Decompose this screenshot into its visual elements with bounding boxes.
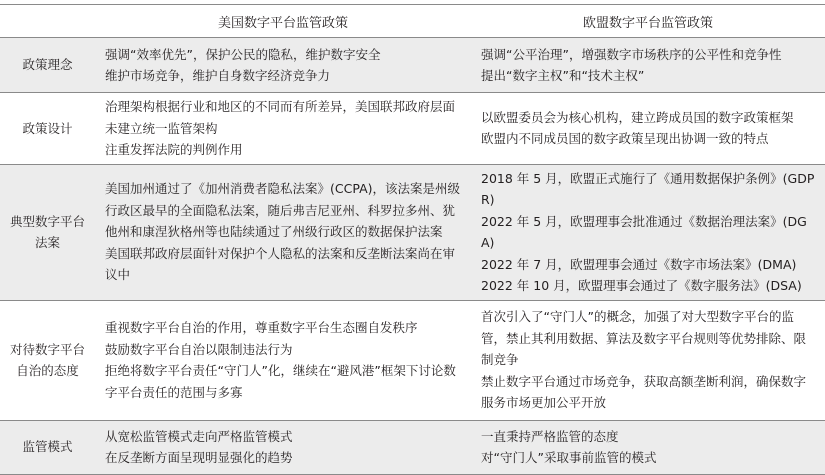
cell-line: 2022 年 10 月，欧盟理事会通过了《数字服务法》(DSA) — [481, 278, 802, 293]
cell-line: 强调“效率优先”，保护公民的隐私，维护数字安全 — [105, 46, 381, 62]
cell-line: 提出“数字主权”和“技术主权” — [481, 68, 645, 83]
header-eu-policy: 欧盟数字平台监管政策 — [471, 5, 825, 38]
us-cell — [95, 164, 471, 300]
us-cell — [95, 93, 471, 165]
eu-cell — [471, 164, 825, 300]
cell-line: 美国联邦政府层面针对保护个人隐私的法案和反垄断法案尚在审议中 — [105, 245, 456, 283]
row-label — [0, 420, 95, 474]
eu-cell — [471, 38, 825, 93]
table-header-row — [0, 5, 825, 38]
eu-cell — [471, 420, 825, 474]
us-cell — [95, 38, 471, 93]
cell-line: 重视数字平台自治的作用，尊重数字平台生态圈自发秩序 — [105, 320, 418, 335]
eu-cell — [471, 300, 825, 420]
cell-line: 从宽松监管模式走向严格监管模式 — [105, 428, 293, 444]
table-row — [0, 300, 825, 420]
cell-line: 在反垄断方面呈现明显强化的趋势 — [105, 450, 293, 465]
row-label-text: 监管模式 — [22, 439, 73, 455]
table-row — [0, 93, 825, 165]
header-empty — [0, 5, 95, 38]
cell-line: 注重发挥法院的判例作用 — [105, 142, 243, 157]
cell-line: 拒绝将数字平台责任“守门人”化，继续在“避风港”框架下讨论数字平台责任的范围与多寡 — [105, 363, 456, 400]
cell-line: 美国加州通过了《加州消费者隐私法案》(CCPA)，该法案是州级行政区最早的全面隐私法案，随后弗吉尼亚州、科罗拉多州、犹他州和康涅狄格州等也陆续通过了州级行政区的数据保护法案 — [105, 181, 460, 240]
cell-line: 禁止数字平台通过市场竞争，获取高额垄断利润，确保数字服务市场更加公平开放 — [481, 373, 807, 411]
table-row — [0, 420, 825, 474]
cell-line: 治理架构根据行业和地区的不同而有所差异，美国联邦政府层面未建立统一监管架构 — [105, 99, 456, 136]
row-label — [0, 300, 95, 420]
cell-line: 首次引入了“守门人”的概念，加强了对大型数字平台的监管，禁止其利用数据、算法及数字平台规则等优势排除、限制竞争 — [481, 309, 807, 368]
cell-line: 鼓励数字平台自治以限制违法行为 — [105, 341, 293, 357]
cell-line: 对“守门人”采取事前监管的模式 — [481, 450, 657, 465]
policy-comparison-table — [0, 4, 825, 475]
row-label-text: 对待数字平台自治的态度 — [9, 341, 85, 378]
cell-line: 2018 年 5 月，欧盟正式施行了《通用数据保护条例》(GDPR) — [481, 170, 815, 207]
cell-line: 一直秉持严格监管的态度 — [481, 428, 619, 444]
header-us-policy: 美国数字平台监管政策 — [95, 5, 471, 38]
row-label — [0, 38, 95, 93]
cell-line: 以欧盟委员会为核心机构，建立跨成员国的数字政策框架 — [481, 109, 794, 125]
row-label-text: 典型数字平台法案 — [9, 213, 85, 250]
row-label — [0, 93, 95, 165]
cell-line: 2022 年 5 月，欧盟理事会批准通过《数据治理法案》(DGA) — [481, 213, 807, 250]
table-row — [0, 164, 825, 300]
cell-line: 维护市场竞争，维护自身数字经济竞争力 — [105, 68, 331, 83]
table-row — [0, 38, 825, 93]
eu-cell — [471, 93, 825, 165]
cell-line: 2022 年 7 月，欧盟理事会通过《数字市场法案》(DMA) — [481, 256, 797, 272]
cell-line: 强调“公平治理”，增强数字市场秩序的公平性和竞争性 — [481, 46, 782, 62]
cell-line: 欧盟内不同成员国的数字政策呈现出协调一致的特点 — [481, 131, 769, 147]
us-cell — [95, 300, 471, 420]
row-label-text: 政策理念 — [22, 57, 73, 73]
row-label — [0, 164, 95, 300]
row-label-text: 政策设计 — [22, 120, 73, 136]
us-cell — [95, 420, 471, 474]
